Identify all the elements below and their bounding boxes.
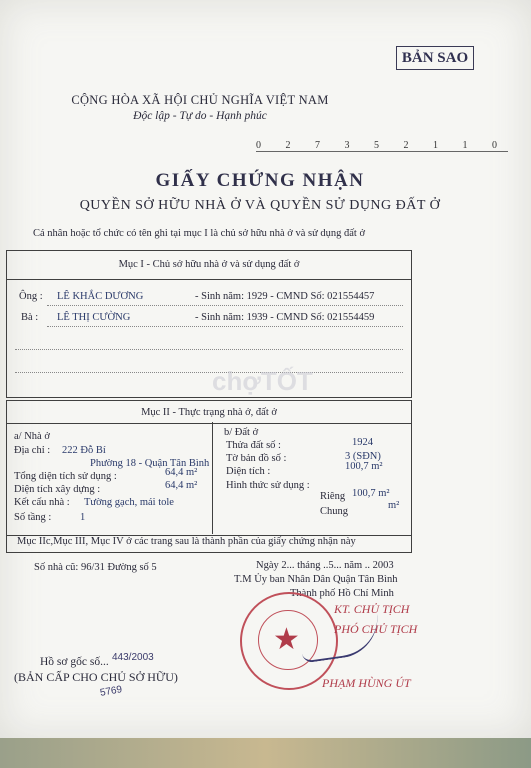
structure-label: Kết cấu nhà :	[14, 497, 70, 508]
deputy-title: PHÓ CHỦ TỊCH	[334, 622, 418, 636]
owner-2-prefix: Bà :	[21, 312, 39, 323]
motto: Độc lập - Tự do - Hạnh phúc	[133, 110, 267, 122]
record-label: Hồ sơ gốc số...	[40, 656, 109, 668]
owner-2-info: - Sinh năm: 1939 - CMND Số: 021554459	[195, 312, 375, 323]
issue-date: Ngày 2... tháng ..5... năm .. 2003	[256, 560, 394, 571]
record-number: 443/2003	[112, 652, 154, 663]
floors-label: Số tầng :	[14, 512, 52, 523]
copy-stamp: BẢN SAO	[396, 46, 474, 70]
authority-line-2: Thành phố Hồ Chí Minh	[290, 588, 394, 599]
document-subtitle: QUYỀN SỞ HỮU NHÀ Ở VÀ QUYỀN SỬ DỤNG ĐẤT Ở	[79, 198, 441, 213]
authority-line-1: T.M Ủy ban Nhân Dân Quận Tân Bình	[234, 574, 398, 585]
handwritten-number: 5769	[99, 684, 124, 699]
section-1-box	[6, 250, 412, 398]
shared-label: Chung	[320, 506, 349, 517]
private-area: 100,7 m²	[352, 488, 390, 499]
map-label: Tờ bản đồ số :	[226, 453, 287, 464]
land-area-label: Diện tích :	[226, 466, 271, 477]
section-2-divider	[212, 422, 213, 534]
intro-text: Cá nhân hoặc tổ chức có tên ghi tại mục I là chủ sở hữu nhà ở và sử dụng đất ở	[33, 228, 366, 239]
footer-note-row	[6, 534, 412, 553]
owner-1-info: - Sinh năm: 1929 - CMND Số: 021554457	[195, 291, 375, 302]
plot-number: 1924	[352, 437, 373, 448]
built-area-label: Diện tích xây dựng :	[14, 484, 101, 495]
document-title: GIẤY CHỨNG NHẬN	[155, 170, 365, 191]
owner-2-name: LÊ THỊ CƯỜNG	[57, 312, 131, 323]
republic-header: CỘNG HÒA XÃ HỘI CHỦ NGHĨA VIỆT NAM	[71, 93, 329, 107]
land-title: b/ Đất ở	[224, 427, 259, 438]
official-seal-icon: ★	[240, 592, 338, 690]
owner-1-name: LÊ KHẮC DƯƠNG	[57, 291, 144, 302]
kt-title: KT. CHỦ TỊCH	[334, 602, 410, 616]
footer-note: Mục IIc,Mục III, Mục IV ở các trang sau là thành phần của giấy chứng nhận này	[17, 536, 356, 547]
signer-name: PHẠM HÙNG ÚT	[322, 676, 411, 690]
house-address-label: Địa chỉ :	[14, 445, 51, 456]
issued-to: (BẢN CẤP CHO CHỦ SỞ HỮU)	[14, 670, 178, 684]
structure: Tường gạch, mái tole	[84, 497, 174, 508]
land-area: 100,7 m²	[345, 461, 383, 472]
total-area-label: Tổng diện tích sử dụng :	[14, 471, 117, 482]
plot-label: Thửa đất số :	[226, 440, 281, 451]
map-number: 3 (SĐN)	[345, 451, 381, 462]
usage-label: Hình thức sử dụng :	[226, 480, 310, 491]
house-title: a/ Nhà ở	[14, 431, 50, 442]
house-address: 222 Đỗ Bí	[62, 445, 106, 456]
house-ward: Phường 18 - Quận Tân Bình	[90, 458, 210, 469]
section-2-heading: Mục II - Thực trạng nhà ở, đất ở	[141, 407, 277, 418]
built-area: 64,4 m²	[165, 480, 198, 491]
total-area: 64,4 m²	[165, 467, 198, 478]
owner-1-prefix: Ông :	[19, 291, 43, 302]
serial-number: 0 2 7 3 5 2 1 1 0	[256, 140, 508, 151]
old-house-number: Số nhà cũ: 96/31 Đường số 5	[34, 562, 157, 573]
shared-area: m²	[388, 500, 400, 511]
floors: 1	[80, 512, 86, 523]
watermark: chợTỐT	[212, 366, 313, 396]
private-label: Riêng	[320, 491, 346, 502]
section-1-heading: Mục I - Chủ sở hữu nhà ở và sử dụng đất ở	[118, 259, 300, 270]
